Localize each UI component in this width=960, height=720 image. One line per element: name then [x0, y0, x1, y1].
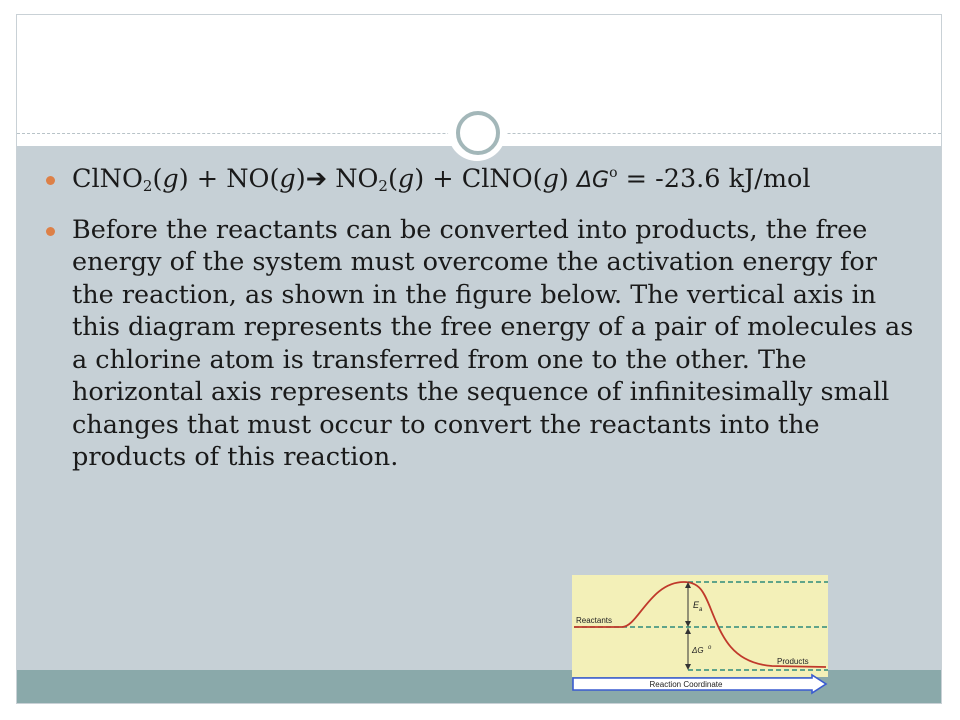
ea-label: E — [693, 600, 700, 610]
bullet-dot — [46, 176, 55, 185]
reaction-arrow-icon: ➔ — [305, 164, 328, 194]
delta-g-value: = -23.6 kJ/mol — [617, 164, 811, 194]
bullet-list — [40, 163, 920, 474]
product-no2: NO — [335, 164, 379, 194]
delta-g-symbol: ΔG — [576, 168, 610, 193]
svg-text:o: o — [708, 645, 712, 651]
paragraph-text: Before the reactants can be converted into products, the free energy of the system must overcome the activation energy for the reaction, as shown in the figure below. The vertical axis in this diagram represents the free energy of a pair of molecules as a chlorine atom is transferred from one to the other. The horizontal axis represents the sequence of infinitesimally small changes that must occur to convert the reactants into the products of this reaction. — [72, 214, 914, 472]
reactants-label: Reactants — [576, 616, 613, 625]
bullet-dot — [46, 227, 55, 236]
bullet-paragraph — [40, 214, 920, 474]
circle-ring-icon — [456, 111, 500, 155]
reactant-clno2: ClNO — [72, 164, 143, 194]
axis-label: Reaction Coordinate — [649, 680, 723, 689]
bullet-equation: ClNO$_2$(g) + NO(g)➔ $NO_2(g)$ + ClNO(g) $\Delta G^o = -23.6$ kJ/mol — [40, 163, 920, 198]
energy-diagram — [572, 575, 828, 695]
products-label: Products — [777, 657, 809, 666]
svg-text:a: a — [699, 607, 703, 613]
dg-label: ΔG — [692, 646, 704, 655]
